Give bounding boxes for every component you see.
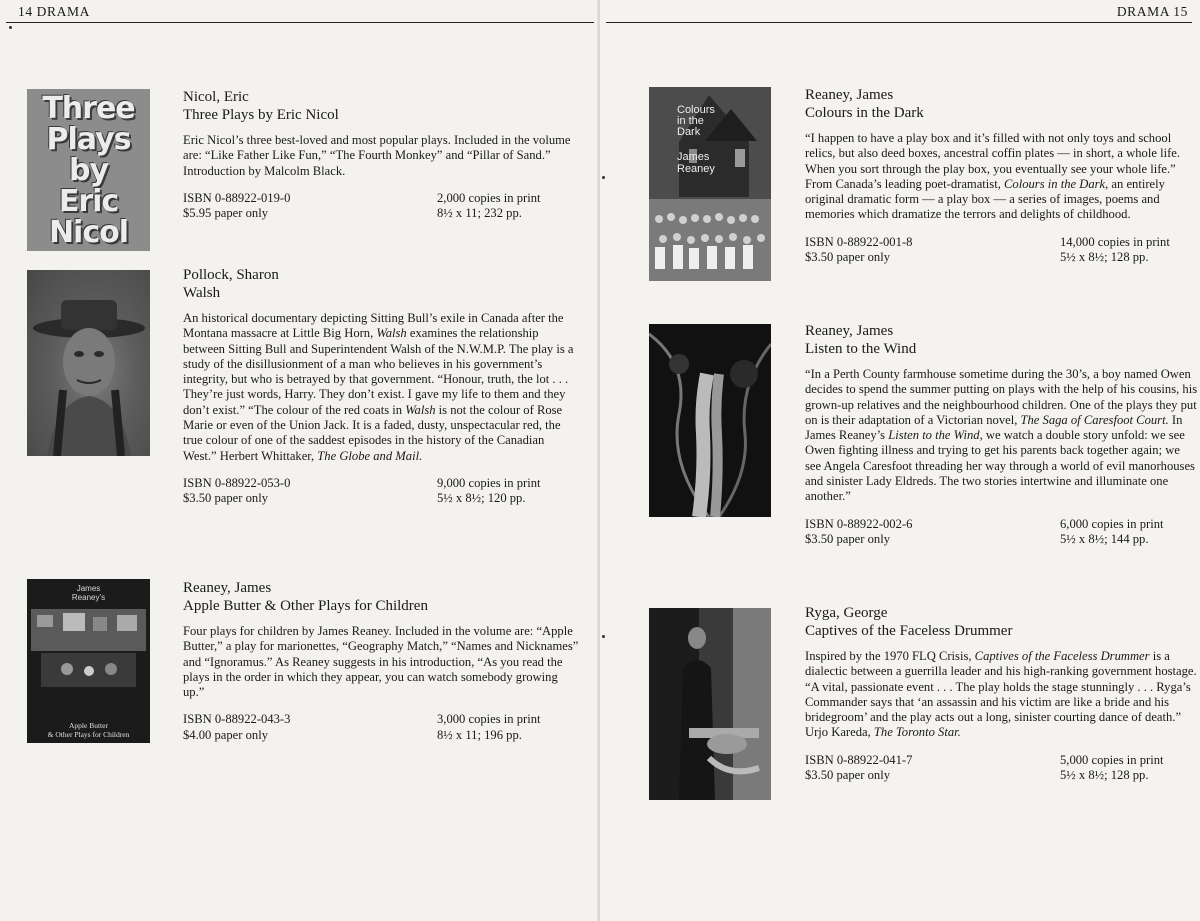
margin-dot <box>9 26 12 29</box>
price: $5.95 paper only <box>183 206 268 221</box>
description-text: An historical documentary depicting Sitting Bull’s exile in Canada after the Montana massacre at Little Big Horn, <box>183 311 564 341</box>
description-text: Inspired by the 1970 FLQ Crisis, <box>805 649 975 663</box>
pub-info <box>183 191 579 223</box>
format: 8½ x 11; 196 pp. <box>437 727 522 742</box>
margin-dot <box>602 635 605 638</box>
cover-captives-of-the-faceless-drummer <box>649 608 771 800</box>
cover-listen-to-the-wind <box>649 324 771 517</box>
right-page <box>600 0 1200 921</box>
format: 5½ x 8½; 128 pp. <box>1060 768 1149 783</box>
running-head-left: 14 DRAMA <box>18 4 90 19</box>
description-italic: The Saga of Caresfoot Court. <box>1020 412 1169 427</box>
cover-illustration <box>27 579 150 743</box>
pub-info <box>805 517 1198 549</box>
book-title: Apple Butter & Other Plays for Children <box>183 598 428 614</box>
price: $3.50 paper only <box>805 250 890 265</box>
format: 8½ x 11; 232 pp. <box>437 206 522 221</box>
isbn: ISBN 0-88922-019-0 <box>183 190 291 205</box>
tree-photo-illustration <box>649 324 771 517</box>
description-text: “In a Perth County farmhouse sometime during the 30’s, a boy named Owen decides to spend the summer putting on plays with the help of his cousins, his grown-up relatives and the neighbourhood children. One of the plays they put on is their adaptation of a Victorian novel, <box>805 367 1198 427</box>
copies-in-print: 2,000 copies in print <box>437 190 541 205</box>
author: Nicol, Eric <box>183 89 249 105</box>
description <box>805 131 1195 223</box>
format: 5½ x 8½; 128 pp. <box>1060 250 1149 265</box>
pub-info <box>183 476 579 508</box>
isbn: ISBN 0-88922-001-8 <box>805 234 913 249</box>
header-rule-left <box>6 22 594 23</box>
cover-apple-butter <box>27 579 150 743</box>
author: Ryga, George <box>805 605 888 621</box>
margin-dot <box>602 176 605 179</box>
book-title: Three Plays by Eric Nicol <box>183 107 339 123</box>
book-title: Captives of the Faceless Drummer <box>805 623 1013 639</box>
cover-word: by <box>68 153 109 188</box>
cover-author: James <box>677 151 710 163</box>
cover-sitting-bull-photo <box>27 270 150 456</box>
copies-in-print: 14,000 copies in print <box>1060 234 1170 249</box>
description-text: , an entirely original dramatic form — a play box — a series of images, poems and memories which dramatize the terrors and delights of childhood. <box>805 176 1165 222</box>
description: Four plays for children by James Reaney. Included in the volume are: “Apple Butter,” a play for marionettes, “Geography Match,” “Names and Nicknames” and “Ignoramus.” As Reaney suggests in his introduction, “As you read the plays in the order in which they appear, you can watch somebody growing up.” <box>183 624 579 700</box>
isbn: ISBN 0-88922-041-7 <box>805 752 913 767</box>
cover-title: Dark <box>677 126 701 138</box>
book-entry <box>183 579 579 744</box>
cover-three-plays-by-eric-nicol <box>27 89 150 251</box>
author: Reaney, James <box>805 87 894 103</box>
description-italic: The Toronto Star. <box>873 725 961 740</box>
cover-word: Nicol <box>48 215 129 250</box>
header-rule-right <box>606 22 1192 23</box>
cover-title: & Other Plays for Children <box>47 730 130 739</box>
description-text: , we watch a double story unfold: we see Owen fighting illness and trying to get his parents back together again; we see Angela Caresfoot threading her way through a world of evil manorhouses and sinister Lady Eldreds. The two stories intertwine and illuminate one another.” <box>805 428 1195 504</box>
description-italic: Walsh <box>405 402 436 417</box>
description <box>805 649 1197 741</box>
portrait-illustration <box>27 270 150 456</box>
isbn: ISBN 0-88922-043-3 <box>183 712 291 727</box>
book-title: Listen to the Wind <box>805 341 917 357</box>
copies-in-print: 5,000 copies in print <box>1060 752 1164 767</box>
description-text: examines the relationship between Sitting Bull and Superintendent Walsh of the N.W.M.P. The play is a study of the disillusionment of a man who believes in his government’s integrity, but who is betrayed by that government. “Honour, truth, the lot . . . They’re just words, Harry. They don’t exist. I gave my life to them and they don’t exist.” “The colour of the red coats in <box>183 326 574 417</box>
book-entry <box>805 604 1197 785</box>
cover-title: Apple Butter <box>69 721 108 730</box>
copies-in-print: 6,000 copies in print <box>1060 516 1164 531</box>
book-title: Colours in the Dark <box>805 105 924 121</box>
cover-title: in the <box>677 115 704 127</box>
price: $3.50 paper only <box>183 491 268 506</box>
copies-in-print: 3,000 copies in print <box>437 712 541 727</box>
pub-info <box>183 712 579 744</box>
description-italic: Walsh <box>376 326 407 341</box>
price: $3.50 paper only <box>805 768 890 783</box>
stage-photo-illustration <box>649 608 771 800</box>
author: Pollock, Sharon <box>183 267 279 283</box>
format: 5½ x 8½; 144 pp. <box>1060 531 1149 546</box>
description-italic: Listen to the Wind <box>888 428 980 443</box>
description-text: is not the colour of Rose Marie or even of the Union Jack. It is a faded, dusty, unspectacular red, the true colour of one of the saddest episodes in the history of the Canadian West.” Herbert Whittaker, <box>183 402 563 463</box>
cover-author: Reaney’s <box>71 593 106 602</box>
price: $3.50 paper only <box>805 531 890 546</box>
cover-author: Reaney <box>677 163 715 175</box>
format: 5½ x 8½; 120 pp. <box>437 491 526 506</box>
copies-in-print: 9,000 copies in print <box>437 475 541 490</box>
running-head-right: DRAMA 15 <box>1116 4 1188 19</box>
description-text: In James Reaney’s <box>805 412 1183 443</box>
description <box>183 311 579 464</box>
cover-colours-in-the-dark <box>649 87 771 281</box>
book-title: Walsh <box>183 285 221 301</box>
description: Eric Nicol’s three best-loved and most popular plays. Included in the volume are: “Like Father Like Fun,” “The Fourth Monkey” and “Pillar of Sand.” Introduction by Malcolm Black. <box>183 133 571 178</box>
cover-word: Three <box>42 91 135 126</box>
isbn: ISBN 0-88922-002-6 <box>805 516 913 531</box>
description-italic: The Globe and Mail. <box>317 448 423 463</box>
book-entry <box>805 86 1195 267</box>
book-entry <box>183 88 579 223</box>
cover-word: Plays <box>46 122 131 157</box>
description-italic: Captives of the Faceless Drummer <box>974 649 1150 663</box>
isbn: ISBN 0-88922-053-0 <box>183 475 291 490</box>
cover-title: Colours <box>677 104 715 116</box>
author: Reaney, James <box>805 323 894 339</box>
book-entry <box>805 322 1198 549</box>
pub-info <box>805 753 1197 785</box>
description-text: “I happen to have a play box and it’s filled with not only toys and school relics, but also deed boxes, ancestral coffin plates — in short, a whole life. When you sort through the play box, you eventually see your whole life.” From Canada’s leading poet-dramatist, <box>805 131 1181 191</box>
cover-author: James <box>76 584 101 593</box>
description-italic: Colours in the Dark <box>1004 176 1106 191</box>
price: $4.00 paper only <box>183 727 268 742</box>
description-text: is a dialectic between a guerrilla leader and his high-ranking government hostage. “A vital, passionate event . . . The play holds the stage stunningly . . . Ryga’s Commander says that ‘an assassin and his victim are like a bride and his bridegroom’ and the play acts out a long, sinister courting dance of death.” Urjo Kareda, <box>805 649 1197 740</box>
author: Reaney, James <box>183 580 272 596</box>
pub-info <box>805 235 1195 267</box>
cover-word: Eric <box>58 184 119 219</box>
description <box>805 367 1198 505</box>
book-entry <box>183 266 579 508</box>
